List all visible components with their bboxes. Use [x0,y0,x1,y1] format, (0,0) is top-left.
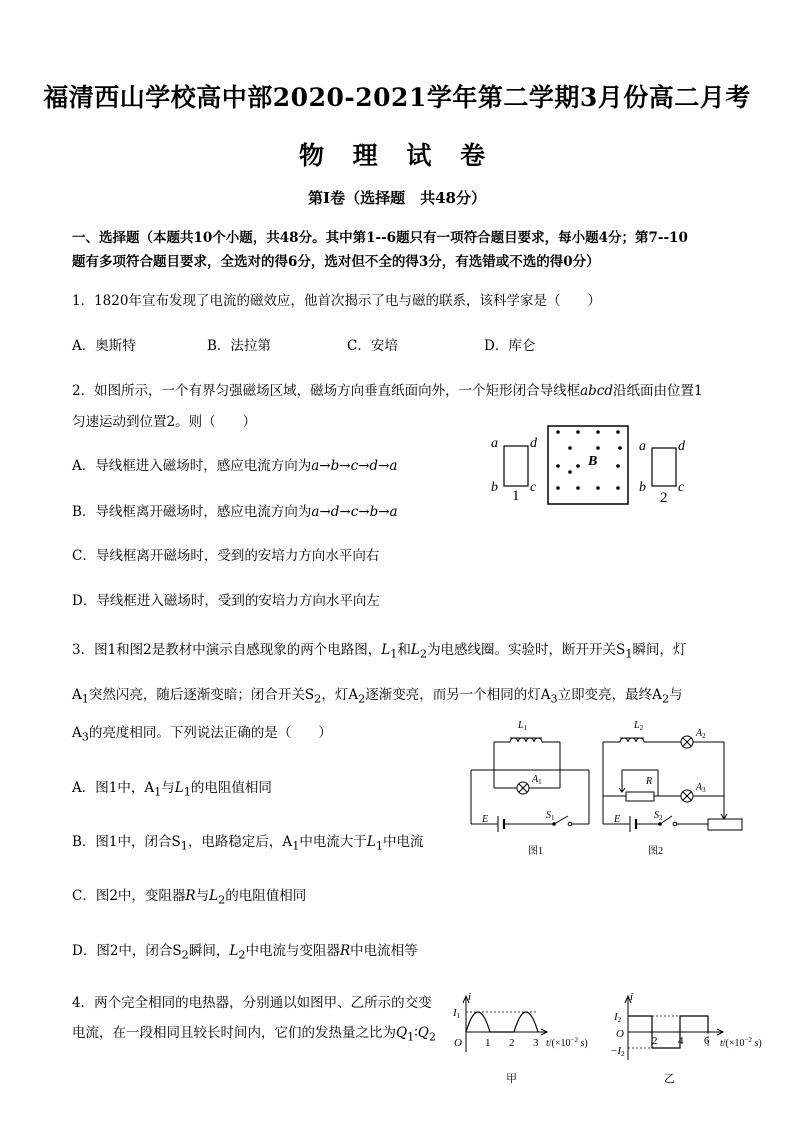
q3-option-b [72,830,424,853]
inductor-symbol: L [209,888,219,904]
q3-text: ，灯A [321,687,359,703]
q3-text: 的电阻值相同 [190,780,272,796]
q2-label-d-left: d [530,436,537,451]
q4-stem-line-1: 4．两个完全相同的电热器，分别通以如图甲、乙所示的交变 [72,995,432,1011]
inductor-symbol: L [366,834,376,850]
q2-field-label-B: B [588,454,598,469]
jia-tick-2: 2 [509,1037,515,1049]
inductor-symbol: L [174,780,184,796]
q2-option-c: C．导线框离开磁场时，受到的安培力方向水平向右 [72,548,380,564]
q3-option-c [72,884,306,907]
fig2-switch-label: $S_2$ [654,810,663,822]
q1-option-c: C．安培 [347,338,398,354]
q4-graph-jia [448,990,610,1090]
yi-caption: 乙 [664,1073,675,1085]
q1-option-b: B．法拉第 [207,338,271,354]
q2-frame-name: abcd [580,383,613,399]
subscript: 2 [181,948,189,962]
q2-position-2-label: 2 [660,490,668,506]
heat-symbol: Q [396,1025,408,1041]
q2-label-a-left: a [491,436,498,451]
q2-label-a-right: a [639,439,646,454]
subscript: 2 [314,692,322,706]
q1-stem: 1．1820年宣布发现了电流的磁效应，他首次揭示了电与磁的联系，该科学家是（ ） [72,293,601,309]
jia-half-wave-1 [466,1012,490,1032]
q3-circuit-figure-1 [466,712,596,860]
q2-label-b-left: b [491,480,498,495]
subscript: 2 [428,1030,437,1044]
q2-position-1-label: 1 [512,488,520,504]
subscript: 1 [390,647,398,661]
q3-text: 中电流相等 [350,943,418,959]
yi-negative-peak-label: −I2 [610,1045,625,1058]
fig1-lamp-label: $A_1$ [532,774,542,786]
subscript: 1 [183,785,191,799]
fig1-caption: 图1 [528,846,543,857]
subscript: 1 [375,839,383,853]
q3-stem-line-3 [72,721,332,744]
q2-option-b-seq: a→d→c→b→a [311,504,398,520]
q4-stem-line-2 [72,1021,436,1044]
q4-text: 电流，在一段相同且较长时间内，它们的发热量之比为 [72,1025,396,1041]
jia-caption: 甲 [506,1073,517,1085]
q3-text: 与 [161,780,175,796]
yi-origin: O [616,1028,624,1040]
q3-text: A．图1中，A [72,780,155,796]
jia-tick-1: 1 [485,1037,491,1049]
subscript: 2 [218,893,226,907]
q3-text: ，电路稳定后，A [187,834,293,850]
resistor-symbol: R [339,943,351,959]
q3-text: 立即变亮，最终A [557,687,662,703]
q2-stem-line-2: 匀速运动到位置2。则（ ） [72,414,257,430]
subscript: 1 [292,839,300,853]
q3-text: A [72,687,82,703]
q3-text: 与 [669,687,683,703]
yi-tick-6: 6 [704,1035,710,1047]
q2-stem-line-1 [72,379,703,399]
q2-option-a [72,454,397,474]
fig2-inductor-label: $L_2$ [634,720,644,732]
q2-stem-text: 2．如图所示，一个有界匀强磁场区域，磁场方向垂直纸面向外，一个矩形闭合导线框 [72,383,581,399]
fig2-rheostat-label: R [646,776,653,787]
q2-option-b [72,500,398,520]
fig2-lamp-a3-label: $A_3$ [696,782,706,794]
q2-option-a-text: A．导线框进入磁场时，感应电流方向为 [72,458,312,474]
fig1-inductor-label: $L_1$ [518,720,528,732]
q3-text: 瞬间， [188,943,230,959]
q2-label-b-right: b [639,480,646,495]
q4-graph-yi [610,990,794,1090]
yi-tick-4: 4 [678,1035,684,1047]
q3-text: 的亮度相同。下列说法正确的是（ ） [88,725,332,741]
q3-text: A [72,725,82,741]
subscript: 1 [154,785,162,799]
subscript: 2 [661,692,670,706]
subscript: 1 [407,1030,415,1044]
q3-text: 的电阻值相同 [225,888,307,904]
inductor-symbol: L [229,943,239,959]
q3-text: 与 [195,888,210,904]
q1-option-d: D．库仑 [484,338,536,354]
fig2-lamp-a2-label: $A_2$ [696,728,706,740]
jia-half-wave-2 [514,1012,538,1032]
q3-stem-line-1 [72,638,686,661]
inductor-symbol: L [381,642,391,658]
q2-option-a-seq: a→b→c→d→a [311,458,398,474]
subscript: 3 [81,730,89,744]
resistor-symbol: R [185,888,196,904]
q3-text: 中电流与变阻器 [245,943,340,959]
jia-peak-label: I1 [453,1007,461,1020]
section-heading [72,226,732,274]
section-heading-line-1: 一、选择题（本题共10个小题，共48分。其中第1--6题只有一项符合题目要求，每小题4分；第7--10 [72,230,688,246]
subscript: 1 [180,839,188,853]
q3-text: 突然闪亮，随后逐渐变暗；闭合开关S [88,687,315,703]
subscript: 2 [238,948,246,962]
q3-stem-line-2 [72,683,683,706]
exam-title: 福清西山学校高中部2020-2021学年第二学期3月份高二月考 [43,83,751,112]
q2-label-d-right: d [678,439,685,454]
subscript: 1 [81,692,89,706]
inductor-symbol: L [410,642,420,658]
q3-option-a [72,776,272,799]
subscript: 1 [625,647,633,661]
q3-text: 逐渐变亮，而另一个相同的灯A [365,687,551,703]
section-heading-line-2: 题有多项符合题目要求，全选对的得6分，选对但不全的得3分，有选错或不选的得0分） [72,254,600,270]
q2-label-c-left: c [530,480,537,495]
heat-symbol: Q [417,1025,429,1041]
q2-option-b-text: B．导线框离开磁场时，感应电流方向为 [72,504,312,520]
yi-time-axis-label: $t/(\times 10^{-2}$ s) [720,1036,762,1049]
q3-text: D．图2中，闭合S [72,943,182,959]
part-title: 第Ⅰ卷（选择题 共48分） [308,189,486,207]
jia-origin: O [454,1037,462,1049]
q3-text: 瞬间，灯 [632,642,687,658]
yi-tick-2: 2 [652,1035,658,1047]
q3-text: C．图2中，变阻器 [72,888,186,904]
subscript: 2 [419,647,428,661]
fig2-caption: 图2 [648,846,663,857]
fig2-battery-label: E [614,814,621,825]
subscript: 3 [550,692,558,706]
q2-stem-tail: 沿纸面由位置1 [613,383,703,399]
q2-frame-position-2 [652,448,676,486]
q3-option-d [72,939,418,962]
q3-circuit-figure-2 [598,712,748,860]
subject-title: 物 理 试 卷 [298,141,496,170]
jia-time-axis-label: $t/(\times 10^{-2}$ s) [546,1036,588,1049]
q3-text: B．图1中，闭合S [72,834,181,850]
subscript: 2 [358,692,366,706]
jia-tick-3: 3 [533,1037,539,1049]
q2-magnetic-field-figure [486,420,706,510]
yi-axis-i: i [630,991,634,1003]
fig1-battery-label: E [482,814,489,825]
fig1-switch-label: $S_1$ [546,810,555,822]
ratio-colon: ∶ [414,1025,418,1041]
q2-option-d: D．导线框进入磁场时，受到的安培力方向水平向左 [72,593,380,609]
q2-label-c-right: c [678,480,685,495]
q3-text: 中电流大于 [299,834,367,850]
q3-text: 为电感线圈。实验时，断开开关S [427,642,626,658]
q3-text: 中电流 [383,834,424,850]
jia-axis-i: i [468,991,472,1003]
q1-option-a: A．奥斯特 [72,338,136,354]
q3-text: 和 [397,642,411,658]
q2-frame-position-1 [504,446,528,486]
q3-text: 3．图1和图2是教材中演示自感现象的两个电路图， [72,642,382,658]
yi-peak-label: I2 [614,1011,622,1024]
